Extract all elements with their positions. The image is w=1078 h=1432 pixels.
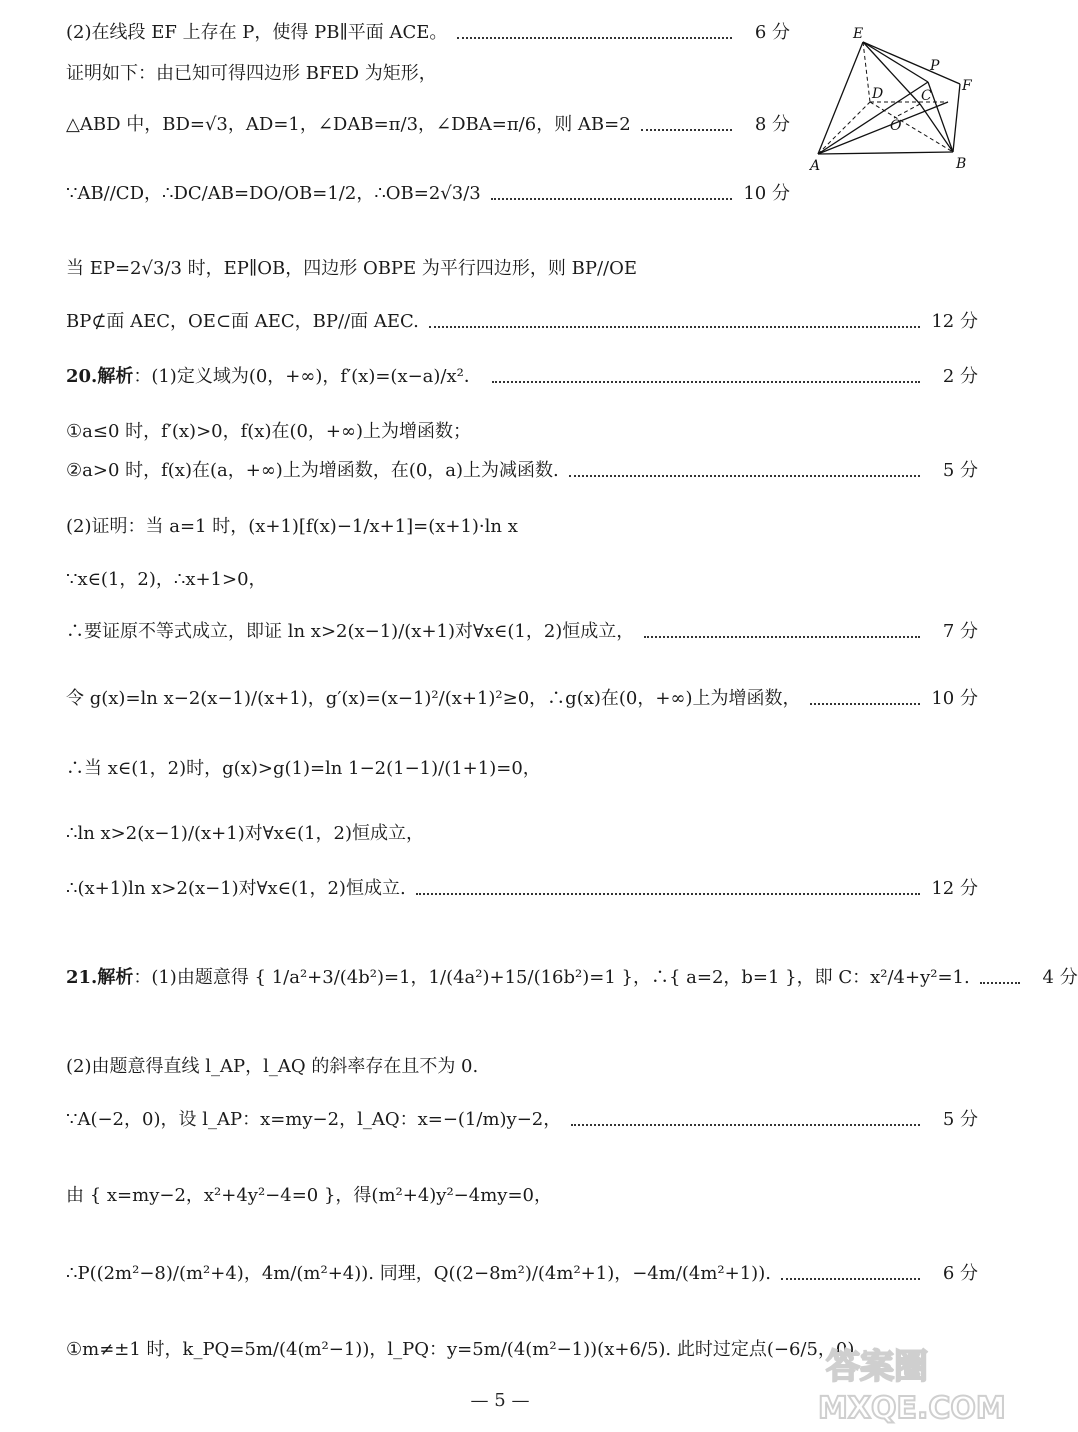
leader-dots [416,893,920,895]
solution-line: 20.解析：(1)定义域为(0，+∞)，f′(x)=(x−a)/x²． 2 分 [66,366,978,387]
problem-number: 20. [66,366,98,387]
label-e: E [853,26,864,42]
label-b: B [956,156,967,172]
solution-line: 令 g(x)=ln x−2(x−1)/(x+1)，g′(x)=(x−1)²/(x+1)²≥0，∴g(x)在(0，+∞)上为增函数， 10 分 [66,688,978,709]
watermark-logo [812,1330,1006,1426]
solution-line: 证明如下：由已知可得四边形 BFED 为矩形， [66,63,437,84]
solution-line: (2)证明：当 a=1 时，(x+1)[f(x)−1/x+1]=(x+1)·ln x [66,516,518,537]
score-mark: 10 分 [743,183,790,204]
solution-line: 由 { x=my−2，x²+4y²−4=0 }，得(m²+4)y²−4my=0， [66,1185,552,1206]
solution-line: △ABD 中，BD=√3，AD=1，∠DAB=π/3，∠DBA=π/6，则 AB=2 8 分 [66,114,790,135]
solution-line: (2)在线段 EF 上存在 P，使得 PB∥平面 ACE。 6 分 [66,22,790,43]
solution-line: ∴ln x>2(x−1)/(x+1)对∀x∈(1，2)恒成立， [66,823,425,844]
label-p: P [930,58,940,74]
problem-number: 21. [66,967,98,988]
leader-dots [491,198,732,200]
leader-dots [492,381,920,383]
score-mark: 7 分 [942,621,978,642]
label-c: C [921,88,932,104]
leader-dots [569,475,920,477]
leader-dots [429,326,920,328]
solution-line: ∴要证原不等式成立，即证 ln x>2(x−1)/(x+1)对∀x∈(1，2)恒成立， 7 分 [66,621,978,642]
leader-dots [641,129,732,131]
score-mark: 12 分 [931,311,978,332]
solution-line: ∵A(−2，0)，设 l_AP：x=my−2，l_AQ：x=−(1/m)y−2， 5 分 [66,1109,978,1130]
leader-dots [644,636,920,638]
score-mark: 5 分 [942,1109,978,1130]
solution-line: ①a≤0 时，f′(x)>0，f(x)在(0，+∞)上为增函数； [66,421,472,442]
leader-dots [457,37,732,39]
problem-heading: 解析 [97,366,134,387]
score-mark: 4 分 [1042,967,1078,988]
watermark-text: 答案圈 [826,1347,928,1387]
score-mark: 8 分 [754,114,790,135]
leader-dots [571,1124,920,1126]
solution-line: 21.解析：(1)由题意得 { 1/a²+3/(4b²)=1，1/(4a²)+15/(16b²)=1 }，∴{ a=2，b=1 }，即 C：x²/4+y²=1. 4 分 [66,967,1078,988]
solution-line: 当 EP=2√3/3 时，EP∥OB，四边形 OBPE 为平行四边形，则 BP//OE [66,258,637,279]
label-a: A [810,158,821,174]
solution-line: ∴当 x∈(1，2)时，g(x)>g(1)=ln 1−2(1−1)/(1+1)=0， [66,758,541,779]
score-mark: 2 分 [942,366,978,387]
score-mark: 6 分 [754,22,790,43]
leader-dots [810,703,920,705]
page-number: — 5 — [470,1390,530,1411]
solution-line: (2)由题意得直线 l_AP，l_AQ 的斜率存在且不为 0. [66,1056,479,1077]
label-f: F [962,78,972,94]
solution-line: ∵AB//CD，∴DC/AB=DO/OB=1/2，∴OB=2√3/3 10 分 [66,183,790,204]
watermark-url: MXQE.COM [818,1391,1006,1426]
label-d: D [872,86,884,102]
problem-heading: 解析 [97,967,134,988]
leader-dots [781,1278,920,1280]
solution-line: ∴(x+1)ln x>2(x−1)对∀x∈(1，2)恒成立. 12 分 [66,878,978,899]
score-mark: 5 分 [942,460,978,481]
leader-dots [980,982,1020,984]
score-mark: 12 分 [931,878,978,899]
score-mark: 10 分 [931,688,978,709]
solution-line: ②a>0 时，f(x)在(a，+∞)上为增函数，在(0，a)上为减函数. 5 分 [66,460,978,481]
score-mark: 6 分 [942,1263,978,1284]
solution-line: ∴P((2m²−8)/(m²+4)，4m/(m²+4)). 同理，Q((2−8m²)/(4m²+1)，−4m/(4m²+1)). 6 分 [66,1263,978,1284]
geometry-figure [808,22,988,182]
solution-line: ①m≠±1 时，k_PQ=5m/(4(m²−1))，l_PQ：y=5m/(4(m²−1))(x+6/5). 此时过定点(−6/5，0). [66,1339,861,1360]
solution-line: BP⊄面 AEC，OE⊂面 AEC，BP//面 AEC. 12 分 [66,311,978,332]
solution-line: ∵x∈(1，2)，∴x+1>0， [66,569,267,590]
label-o: O [890,118,902,134]
